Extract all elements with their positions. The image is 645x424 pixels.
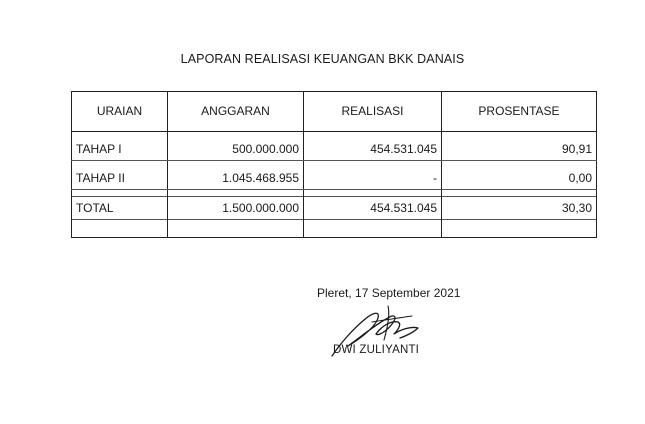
cell-uraian: TOTAL [72,197,168,220]
table-row-empty [72,220,597,238]
cell-prosentase: 90,91 [442,138,597,161]
cell-uraian: TAHAP II [72,167,168,190]
signer-name: DWI ZULIYANTI [333,344,420,356]
cell-realisasi: 454.531.045 [304,138,442,161]
cell-uraian: TAHAP I [72,138,168,161]
header-realisasi: REALISASI [304,92,442,132]
table-row-tahap-1 [72,138,597,161]
cell-prosentase: 0,00 [442,167,597,190]
header-prosentase: PROSENTASE [442,92,597,132]
cell-realisasi: 454.531.045 [304,197,442,220]
place-date: Pleret, 17 September 2021 [317,286,461,300]
report-title: LAPORAN REALISASI KEUANGAN BKK DANAIS [180,52,465,66]
table-header-row [72,92,597,132]
header-uraian: URAIAN [72,92,168,132]
cell-anggaran: 1.045.468.955 [168,167,304,190]
cell-anggaran: 500.000.000 [168,138,304,161]
realisasi-table [71,91,597,238]
table-row-total [72,197,597,220]
table-spacer-row [72,190,597,197]
cell-prosentase: 30,30 [442,197,597,220]
header-anggaran: ANGGARAN [168,92,304,132]
cell-realisasi: - [304,167,442,190]
table-row-tahap-2 [72,167,597,190]
cell-anggaran: 1.500.000.000 [168,197,304,220]
